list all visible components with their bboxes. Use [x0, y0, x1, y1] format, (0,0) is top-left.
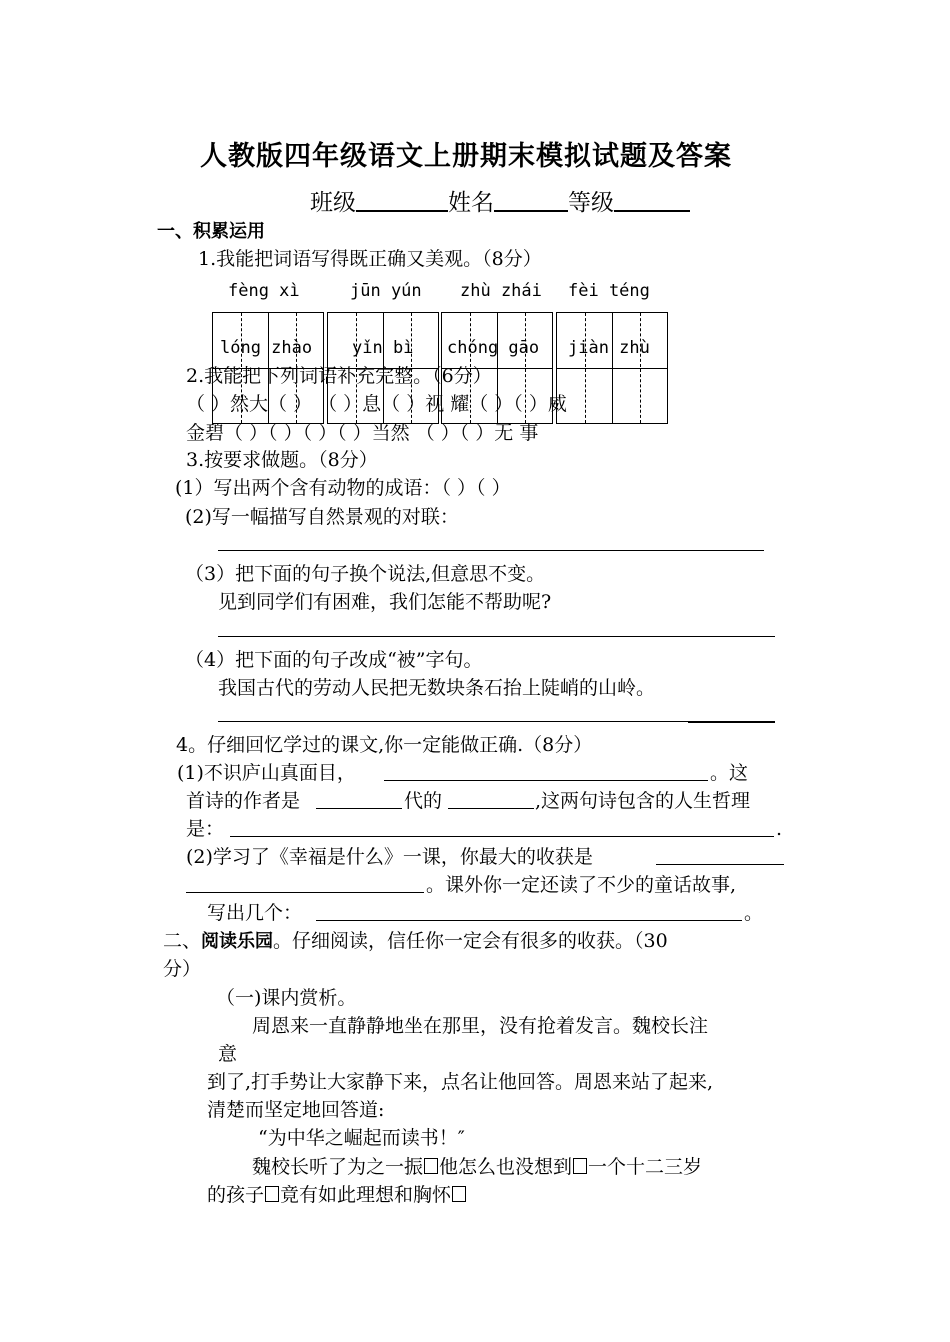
question-3-2: (2)写一幅描写自然景观的对联： — [185, 506, 459, 528]
question-2: 2.我能把下列词语补充完整。（6分） — [186, 365, 492, 387]
question-4: 4。仔细回忆学过的课文,你一定能做正确.（8分） — [176, 734, 593, 756]
passage-quote: “为中华之崛起而读书！″ — [258, 1127, 465, 1149]
question-4-2a: (2)学习了《幸福是什么》一课，你最大的收获是 — [186, 846, 593, 868]
punctuation-box[interactable] — [452, 1186, 466, 1202]
passage-line: 清楚而坚定地回答道: — [207, 1099, 385, 1121]
question-4-1b-2: 代的 — [404, 790, 443, 812]
question-1: 1.我能把词语写得既正确又美观。（8分） — [198, 248, 542, 270]
question-2-line-1: （ ）然大（ ） （ ）息（ ）视 耀（ ）（ ）威 — [186, 393, 567, 415]
page-title: 人教版四年级语文上册期末模拟试题及答案 — [200, 141, 732, 172]
question-3-1: (1）写出两个含有动物的成语：（ ）（ ） — [175, 477, 511, 499]
answer-blank[interactable] — [186, 892, 424, 893]
question-3-3-sentence: 见到同学们有困难，我们怎能不帮助呢? — [218, 591, 552, 613]
name-blank[interactable] — [494, 188, 568, 212]
question-3-4-sentence: 我国古代的劳动人民把无数块条石抬上陡峭的山岭。 — [218, 677, 656, 699]
passage-line: 的孩子 竟有如此理想和胸怀 — [207, 1183, 467, 1207]
answer-blank[interactable] — [656, 864, 784, 865]
section-2-heading: 二、阅读乐园。仔细阅读，信任你一定会有很多的收获。（30 — [163, 930, 668, 952]
pinyin-6: yǐn bì — [352, 338, 414, 358]
question-4-1c: 是： — [186, 818, 225, 840]
pinyin-7: chóng gāo — [447, 338, 540, 358]
punctuation-box[interactable] — [424, 1158, 438, 1174]
passage-line: 周恩来一直静静地坐在那里，没有抢着发言。魏校长注 — [252, 1015, 709, 1037]
pinyin-5: lóng zhào — [220, 338, 313, 358]
question-3-4: （4）把下面的句子改成“被”字句。 — [185, 649, 483, 671]
passage-line: 到了,打手势让大家静下来，点名让他回答。周恩来站了起来, — [207, 1071, 714, 1093]
answer-line[interactable] — [218, 550, 764, 551]
writing-grid[interactable] — [556, 312, 668, 424]
grade-blank[interactable] — [614, 188, 690, 212]
answer-blank[interactable] — [230, 836, 774, 837]
class-label: 班级 — [310, 190, 356, 216]
question-3-3: （3）把下面的句子换个说法,但意思不变。 — [185, 563, 546, 585]
part-1-title: （一)课内赏析。 — [216, 987, 357, 1009]
question-4-1a-end: 。这 — [710, 762, 749, 784]
question-4-1b-3: ,这两句诗包含的人生哲理 — [535, 790, 751, 812]
answer-blank[interactable] — [316, 920, 742, 921]
answer-blank[interactable] — [316, 808, 402, 809]
pinyin-3: zhù zhái — [460, 281, 542, 301]
question-4-1b-1: 首诗的作者是 — [186, 790, 301, 812]
punctuation-box[interactable] — [573, 1158, 587, 1174]
question-3: 3.按要求做题。（8分） — [186, 449, 378, 471]
answer-blank[interactable] — [384, 780, 708, 781]
answer-blank[interactable] — [448, 808, 534, 809]
question-4-2c-end: 。 — [744, 902, 764, 924]
section-1-heading: 一、积累运用 — [157, 221, 265, 242]
question-4-1a: (1)不识庐山真面目， — [177, 762, 356, 784]
answer-line[interactable] — [218, 636, 775, 637]
pinyin-8: jiàn zhù — [568, 338, 650, 358]
grade-label: 等级 — [568, 190, 614, 216]
section-2-heading-cont: 分） — [163, 958, 202, 980]
question-2-line-2: 金碧（ ）（ ）（ ）（ ）当然 （ ）（ ）无 事 — [186, 422, 539, 444]
passage-line: 魏校长听了为之一振 他怎么也没想到 一个十二三岁 — [252, 1156, 703, 1178]
question-4-2b-end: 。课外你一定还读了不少的童话故事, — [426, 874, 737, 896]
student-info-line — [310, 188, 690, 218]
answer-line-bold — [688, 721, 775, 723]
class-blank[interactable] — [356, 188, 448, 212]
passage-line: 意 — [218, 1043, 238, 1065]
name-label: 姓名 — [448, 190, 494, 216]
punctuation-box[interactable] — [265, 1186, 279, 1202]
pinyin-2: jūn yún — [350, 281, 422, 301]
pinyin-4: fèi téng — [568, 281, 650, 301]
question-4-2c: 写出几个： — [207, 902, 303, 924]
pinyin-1: fèng xì — [228, 281, 300, 301]
question-4-1c-end: . — [776, 818, 783, 840]
